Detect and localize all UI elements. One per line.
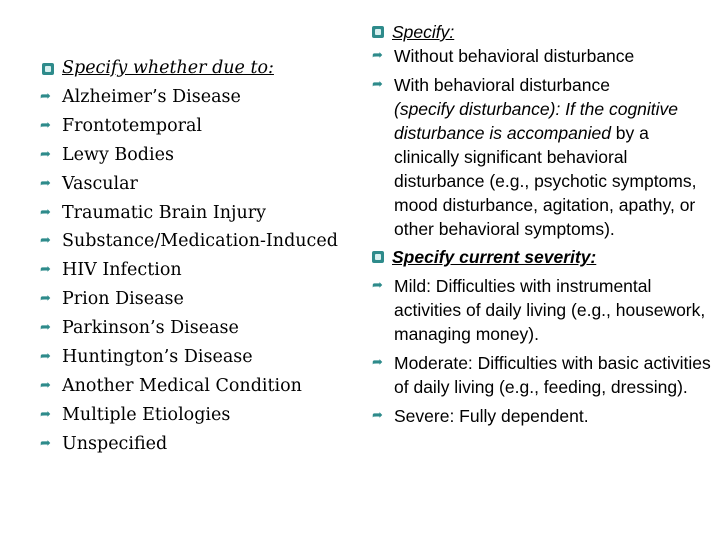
severity-heading: Specify current severity: <box>372 245 712 269</box>
etiology-item <box>40 430 355 459</box>
right-arrow-bullet-icon: ➦ <box>372 48 383 63</box>
severity-severe-item: ➦ Severe: Fully dependent. <box>372 406 589 426</box>
etiology-item <box>40 227 355 256</box>
right-arrow-bullet-icon: ➦ <box>40 233 51 249</box>
right-arrow-bullet-icon: ➦ <box>40 204 51 220</box>
checkbox-q-icon <box>372 251 384 263</box>
right-arrow-bullet-icon: ➦ <box>40 291 51 307</box>
right-arrow-bullet-icon: ➦ <box>40 89 51 104</box>
etiology-item <box>40 83 355 112</box>
severity-mild-item: ➦ Mild: Difficulties with instrumental activities of daily living (e.g., housework, managing money). <box>372 276 706 344</box>
right-arrow-bullet-icon: ➦ <box>372 77 383 92</box>
etiology-column <box>40 54 355 459</box>
etiology-item <box>40 343 355 372</box>
etiology-item <box>40 141 355 170</box>
etiology-item-label: Frontotemporal <box>62 115 202 136</box>
etiology-item <box>40 285 355 314</box>
right-arrow-bullet-icon: ➦ <box>372 408 383 423</box>
etiology-item-label: Huntington’s Disease <box>62 347 253 368</box>
right-arrow-bullet-icon: ➦ <box>40 262 51 278</box>
specify-heading: Specify: <box>372 20 712 44</box>
etiology-item-label: Traumatic Brain Injury <box>62 202 266 223</box>
etiology-item-label: Another Medical Condition <box>62 375 302 396</box>
etiology-item-label: Multiple Etiologies <box>62 404 231 425</box>
etiology-heading: Specify whether due to: <box>40 54 355 83</box>
etiology-item <box>40 401 355 430</box>
etiology-item-label: Prion Disease <box>62 289 184 310</box>
etiology-list <box>40 83 355 459</box>
etiology-item-label: Substance/Medication-Induced <box>62 231 338 252</box>
right-arrow-bullet-icon: ➦ <box>40 377 51 393</box>
etiology-item <box>40 314 355 343</box>
right-arrow-bullet-icon: ➦ <box>40 175 51 191</box>
etiology-item <box>40 256 355 285</box>
with-italic: (specify disturbance): If the cognitive disturbance is accompanied <box>394 99 679 143</box>
right-arrow-bullet-icon: ➦ <box>40 406 51 422</box>
with-behavioral-item <box>372 73 712 241</box>
severity-moderate-item: ➦ Moderate: Difficulties with basic activities of daily living (e.g., feeding, dressing). <box>372 353 711 397</box>
right-arrow-bullet-icon: ➦ <box>40 146 51 162</box>
etiology-item <box>40 170 355 199</box>
etiology-item-label: HIV Infection <box>62 260 182 281</box>
with-rest: by a clinically significant behavioral disturbance (e.g., psychotic symptoms, mood disturbance, agitation, apathy, or other behavioral symptoms). <box>394 123 697 239</box>
etiology-item-label: Vascular <box>62 173 138 194</box>
etiology-item-label: Unspecified <box>62 433 168 454</box>
etiology-item <box>40 199 355 228</box>
etiology-item-label: Parkinson’s Disease <box>62 318 239 339</box>
checkbox-q-icon <box>372 26 384 38</box>
right-arrow-bullet-icon: ➦ <box>372 355 383 370</box>
with-intro: With behavioral disturbance <box>394 75 610 95</box>
right-arrow-bullet-icon: ➦ <box>40 349 51 365</box>
right-arrow-bullet-icon: ➦ <box>372 278 383 293</box>
etiology-item-label: Lewy Bodies <box>62 144 174 165</box>
without-behavioral-item: ➦ Without behavioral disturbance <box>372 46 635 66</box>
right-arrow-bullet-icon: ➦ <box>40 435 51 451</box>
etiology-item <box>40 372 355 401</box>
right-arrow-bullet-icon: ➦ <box>40 117 51 133</box>
etiology-item-label: Alzheimer’s Disease <box>62 87 241 107</box>
checkbox-q-icon <box>42 63 54 75</box>
right-arrow-bullet-icon: ➦ <box>40 320 51 336</box>
etiology-item <box>40 112 355 141</box>
specifier-column <box>372 20 712 428</box>
